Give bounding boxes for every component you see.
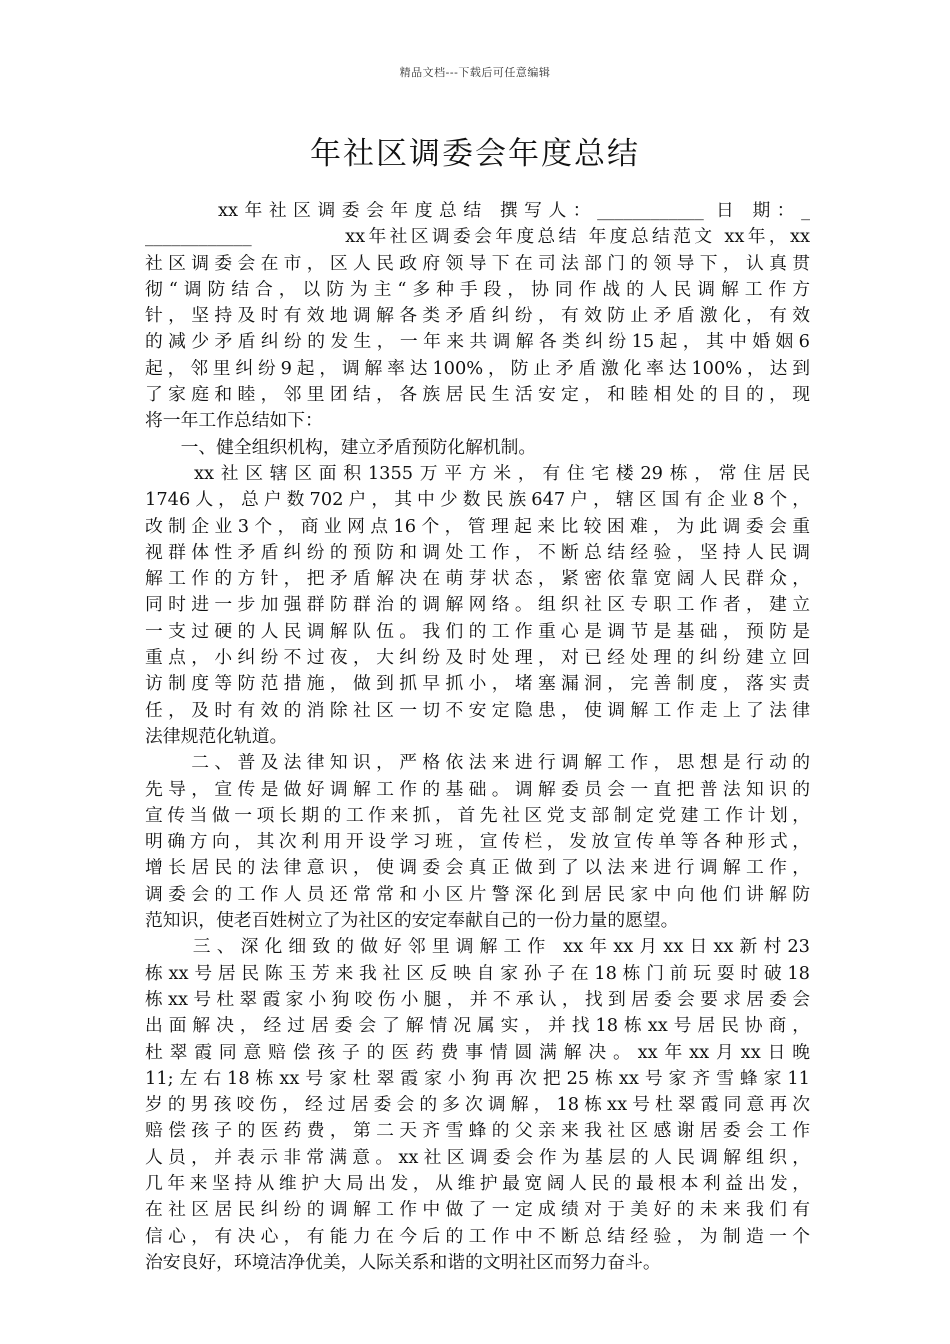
document-title: 年社区调委会年度总结 [310, 136, 640, 172]
body-line: 人员，并表示非常满意。xx社区调委会作为基层的人民调解组织， [145, 1146, 810, 1168]
body-line: 增长居民的法律意识，使调委会真正做到了以法来进行调解工作， [145, 857, 810, 879]
body-line: xx年社区调委会年度总结 撰写人：____________ 日 期：_ [145, 200, 810, 221]
body-line: 在社区居民纠纷的调解工作中做了一定成绩对于美好的未来我们有 [145, 1199, 810, 1221]
body-line: 范知识，使老百姓树立了为社区的安定奉献自己的一份力量的愿望。 [145, 910, 679, 932]
body-line: 针，坚持及时有效地调解各类矛盾纠纷，有效防止矛盾激化，有效 [145, 305, 810, 327]
body-line: 栋xx号居民陈玉芳来我社区反映自家孙子在18栋门前玩耍时破18 [145, 962, 810, 984]
body-line: 调委会的工作人员还常常和小区片警深化到居民家中向他们讲解防 [145, 883, 810, 905]
body-line: 治安良好，环境洁净优美，人际关系和谐的文明社区而努力奋斗。 [145, 1251, 661, 1273]
body-line: 先导，宣传是做好调解工作的基础。调解委员会一直把普法知识的 [145, 778, 810, 800]
body-line: 几年来坚持从维护大局出发，从维护最宽阔人民的最根本利益出发， [145, 1172, 810, 1194]
body-line: 任，及时有效的消除社区一切不安定隐患，使调解工作走上了法律 [145, 699, 810, 721]
body-line: 11;左右18栋xx号家杜翠霞家小狗再次把25栋xx号家齐雪蜂家11 [145, 1067, 810, 1089]
header-note: 精品文档---下载后可任意编辑 [399, 66, 551, 79]
body-line: 杜翠霞同意赔偿孩子的医药费事情圆满解决。xx年xx月xx日晚 [145, 1041, 810, 1063]
body-line: 法律规范化轨道。 [145, 725, 288, 747]
body-line: 起，邻里纠纷9起，调解率达100%，防止矛盾激化率达100%，达到 [145, 357, 810, 379]
body-line: 了家庭和睦，邻里团结，各族居民生活安定，和睦相处的目的，现 [145, 384, 810, 406]
body-line: 栋xx号杜翠霞家小狗咬伤小腿，并不承认，找到居委会要求居委会 [145, 988, 810, 1010]
body-line: 视群体性矛盾纠纷的预防和调处工作，不断总结经验，坚持人民调 [145, 541, 810, 563]
body-line: 将一年工作总结如下： [145, 410, 323, 432]
body-line: 1746人，总户数702户，其中少数民族647户，辖区国有企业8个， [145, 489, 810, 511]
section-heading: 一、健全组织机构，建立矛盾预防化解机制。 [145, 436, 537, 458]
section-heading: 二、普及法律知识，严格依法来进行调解工作，思想是行动的 [145, 752, 810, 774]
body-line: 出面解决，经过居委会了解情况属实，并找18栋xx号居民协商， [145, 1015, 810, 1037]
body-line: 宣传当做一项长期的工作来抓，首先社区党支部制定党建工作计划， [145, 804, 810, 826]
body-line: 改制企业3个，商业网点16个，管理起来比较困难，为此调委会重 [145, 515, 810, 537]
body-line: xx社区辖区面积1355万平方米，有住宅楼29栋，常住居民 [145, 462, 810, 484]
body-line: ____________ xx年社区调委会年度总结 年度总结范文 xx年，xx [145, 226, 810, 248]
body-line: 信心，有决心，有能力在今后的工作中不断总结经验，为制造一个 [145, 1225, 810, 1247]
body-line: 彻“调防结合，以防为主“多种手段，协同作战的人民调解工作方 [145, 278, 810, 300]
section-heading: 三、深化细致的做好邻里调解工作 xx年xx月xx日xx新村23 [145, 936, 810, 958]
body-line: 访制度等防范措施，做到抓早抓小，堵塞漏洞，完善制度，落实责 [145, 673, 810, 695]
body-line: 同时进一步加强群防群治的调解网络。组织社区专职工作者，建立 [145, 594, 810, 616]
body-line: 岁的男孩咬伤，经过居委会的多次调解，18栋xx号杜翠霞同意再次 [145, 1094, 810, 1116]
body-line: 的减少矛盾纠纷的发生，一年来共调解各类纠纷15起，其中婚姻6 [145, 331, 810, 353]
document-body [145, 198, 810, 1276]
body-line: 重点，小纠纷不过夜，大纠纷及时处理，对已经处理的纠纷建立回 [145, 647, 810, 669]
body-line: 明确方向，其次利用开设学习班，宣传栏，发放宣传单等各种形式， [145, 831, 810, 853]
body-line: 解工作的方针，把矛盾解决在萌芽状态，紧密依靠宽阔人民群众， [145, 568, 810, 590]
body-line: 社区调委会在市，区人民政府领导下在司法部门的领导下，认真贯 [145, 252, 810, 274]
body-line: 一支过硬的人民调解队伍。我们的工作重心是调节是基础，预防是 [145, 620, 810, 642]
body-line: 赔偿孩子的医药费，第二天齐雪蜂的父亲来我社区感谢居委会工作 [145, 1120, 810, 1142]
